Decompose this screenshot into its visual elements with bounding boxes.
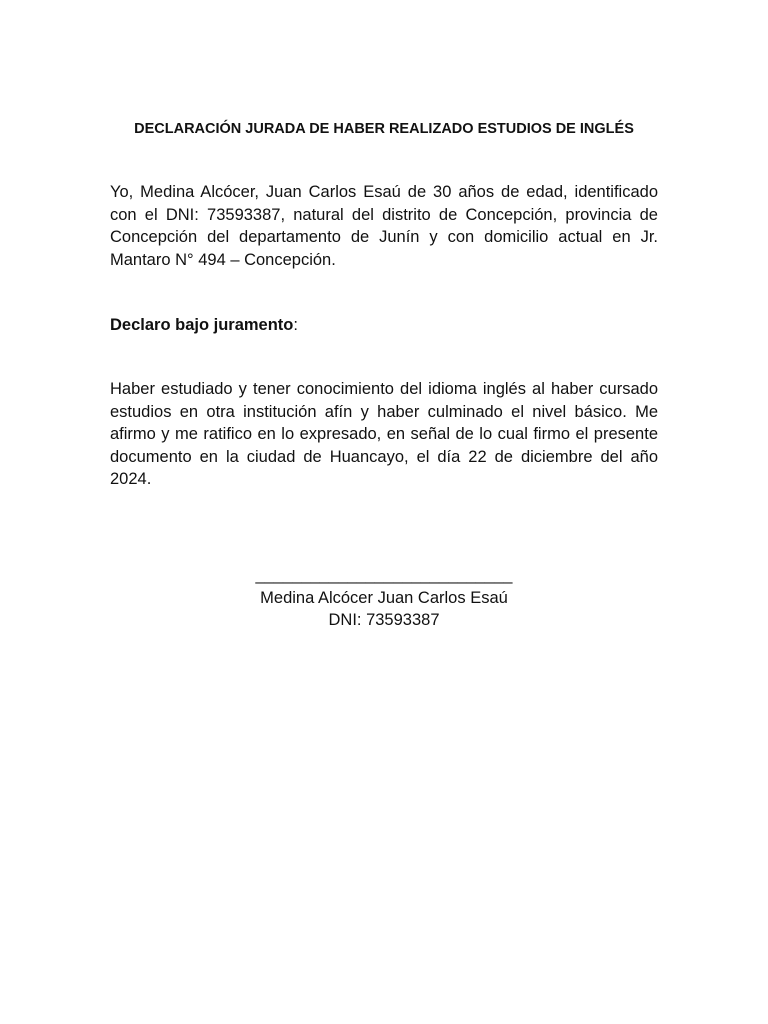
document-title: DECLARACIÓN JURADA DE HABER REALIZADO ESTUDIOS DE INGLÉS — [134, 121, 634, 137]
declaration-colon: : — [293, 316, 298, 334]
declaration-label: Declaro bajo juramento — [110, 316, 294, 334]
signature-block — [110, 564, 658, 632]
intro-paragraph: Yo, Medina Alcócer, Juan Carlos Esaú de 30 años de edad, identificado con el DNI: 73593387, natural del distrito de Concepción, provincia de Concepción del departamento de Junín y con domicilio actual en Jr. Mantaro N° 494 – Concepción. — [110, 183, 658, 269]
signer-name: Medina Alcócer Juan Carlos Esaú — [260, 588, 508, 607]
signer-dni: DNI: 73593387 — [328, 611, 440, 629]
body-paragraph: Haber estudiado y tener conocimiento del idioma inglés al haber cursado estudios en otra institución afín y haber culminado el nivel básico. Me afirmo y me ratifico en lo expresado, en señal de lo cual firmo el presente documento en la ciudad de Huancayo, el día 22 de diciembre del año 2024. — [110, 380, 658, 488]
declaration-heading — [110, 314, 658, 337]
signature-line: ____________________________ — [255, 566, 513, 584]
